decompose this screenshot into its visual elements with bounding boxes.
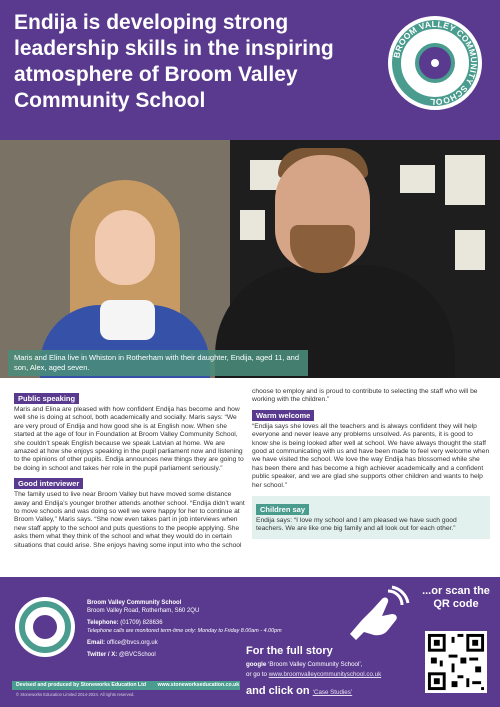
left-column xyxy=(14,388,248,550)
twitter-handle[interactable]: @BVCSchool xyxy=(118,652,156,658)
right-column xyxy=(252,388,490,539)
section-heading-good-interviewer: Good interviewer xyxy=(14,478,83,489)
case-studies-link[interactable]: ‘Case Studies’ xyxy=(312,689,353,696)
section-heading-children-say: Children say xyxy=(256,504,309,515)
section-heading-warm-welcome: Warm welcome xyxy=(252,410,314,421)
email-link[interactable]: office@bvcs.org.uk xyxy=(106,640,158,646)
section-heading-public-speaking: Public speaking xyxy=(14,393,79,404)
hero-photo xyxy=(0,140,500,378)
school-website-link[interactable]: www.broomvalleycommunityschool.co.uk xyxy=(268,671,382,678)
devised-url[interactable]: www.stoneworkseducation.co.uk xyxy=(157,682,240,688)
devised-text: Devised and produced by Stoneworks Education Ltd xyxy=(16,682,146,688)
logo-text: BROOM VALLEY COMMUNITY SCHOOL xyxy=(391,18,480,108)
footer xyxy=(0,577,500,707)
school-crest-icon xyxy=(385,13,485,113)
footer-crest-icon xyxy=(15,597,75,657)
email-label: Email: xyxy=(87,640,106,646)
public-speaking-text: Maris and Elina are pleased with how confident Endija has become and how well she is doing at school, both academically and socially. Maris says: “We are very proud of Endija and how good she is at English now. When she started at the age of four in Foundation at Broom Valley Community School, she couldn’t speak English because we speak Latvian at home. We are amazed at how she enjoys speaking in the pupil parliament now and listening to the opinions of other pupils. Endija announces new things they are going to be doing in school and takes her role in the pupil parliament seriously.” xyxy=(14,406,244,472)
footer-school-name: Broom Valley Community School xyxy=(87,600,182,606)
photo-caption: Maris and Elina live in Whiston in Rotherham with their daughter, Endija, aged 11, and son, Alex, aged seven. xyxy=(8,350,308,376)
headline: Endija is developing strong leadership skills in the inspiring atmosphere of Broom Valley Community School xyxy=(14,11,334,112)
good-interviewer-continued: choose to employ and is proud to contribute to selecting the staff who will be working with the children.” xyxy=(252,388,478,404)
good-interviewer-text: The family used to live near Broom Valley but have moved some distance away and Endija’s younger brother attends another school. “Endija didn’t want to move schools and was doing so well we were happy for her to continue at Broom Valley,” Maris says. “She now even takes part in job interviews when new staff apply to the school and puts questions to the people applying. She asks them what they think of the school and what they would do in certain situations that could arise. She enjoys having some input into who the school xyxy=(14,491,245,549)
qr-code-icon[interactable] xyxy=(425,631,487,693)
logo-text-ring xyxy=(388,16,482,110)
scan-qr-text: ...or scan the QR code xyxy=(422,585,490,610)
telephone-label: Telephone: xyxy=(87,620,119,626)
telephone-number[interactable]: (01709) 828636 xyxy=(120,620,163,626)
google-query: ‘Broom Valley Community School’, xyxy=(268,661,363,668)
pointing-hand-icon xyxy=(348,585,410,647)
click-on-text: and click on xyxy=(246,685,310,697)
children-say-text: Endija says: “I love my school and I am pleased we have such good teachers. We are like one big family and all look out for each other.” xyxy=(256,517,457,533)
children-say-box xyxy=(252,496,490,539)
story-title: For the full story xyxy=(246,645,333,657)
footer-address: Broom Valley Road, Rotherham, S60 2QU xyxy=(87,608,200,614)
twitter-label: Twitter / X: xyxy=(87,652,118,658)
go-to-prefix: or go to xyxy=(246,671,267,678)
devised-strip xyxy=(12,681,240,690)
svg-text:BROOM VALLEY COMMUNITY SCHOOL xyxy=(391,19,479,107)
warm-welcome-text: “Endija says she loves all the teachers and is always confident they will help everyone and never leave any problems unsolved. As parents, it is good to know she is being looked after well at school. We have always thought the staff good at communicating with us and have been made to feel very welcome when we have visited the school. We love the way Endija has blossomed while she has been there and has become a high achiever academically and a confident public speaker, and we are glad she supports other children and wants to help her school.” xyxy=(252,422,490,489)
header-banner xyxy=(0,0,500,140)
copyright: © Stoneworks Education Limited 2014-2024. All rights reserved. xyxy=(16,692,135,697)
telephone-note: Telephone calls are monitored term-time only: Monday to Friday 8.00am - 4.00pm xyxy=(87,628,282,634)
google-prefix: google xyxy=(246,661,267,668)
